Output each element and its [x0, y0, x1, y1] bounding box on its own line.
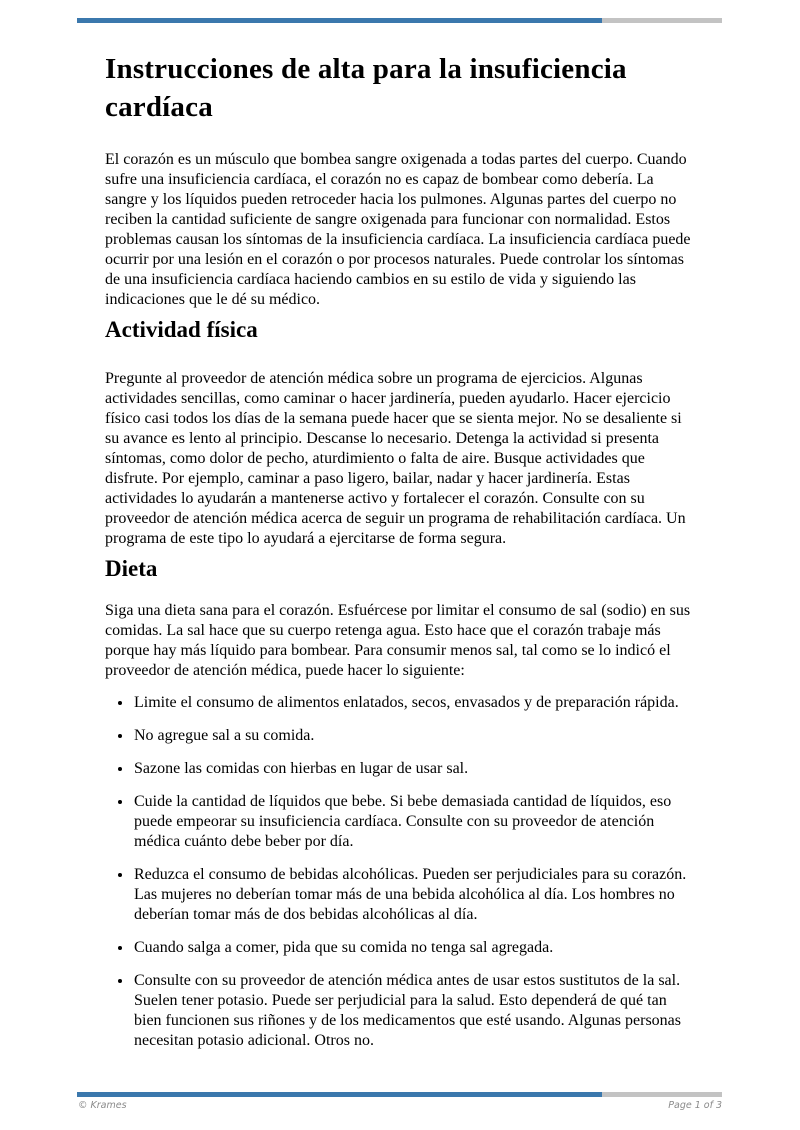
- footer-accent-bar: [77, 1092, 722, 1097]
- page-title: Instrucciones de alta para la insuficiencia cardíaca: [105, 53, 627, 123]
- intro-paragraph: El corazón es un músculo que bombea sangre oxigenada a todas partes del cuerpo. Cuando sufre una insuficiencia cardíaca, el corazón no es capaz de bombear como debería. La sangre y los líquidos pueden retroceder hacia los pulmones. Algunas partes del cuerpo no reciben la cantidad suficiente de sangre oxigenada para funcionar con normalidad. Estos problemas causan los síntomas de la insuficiencia cardíaca. La insuficiencia cardíaca puede ocurrir por una lesión en el corazón o por procesos naturales. Puede controlar los síntomas de una insuficiencia cardíaca haciendo cambios en su estilo de vida y siguiendo las indicaciones que le dé su médico.: [105, 151, 691, 308]
- diet-tips-list: [105, 693, 693, 1051]
- list-item: • No agregue sal a su comida.: [133, 726, 693, 746]
- header-accent-bar-blue-segment: [77, 18, 602, 23]
- page-number: Page 1 of 3: [668, 1100, 722, 1111]
- footer-accent-bar-blue-segment: [77, 1092, 602, 1097]
- dieta-paragraph: Siga una dieta sana para el corazón. Esfuércese por limitar el consumo de sal (sodio) en sus comidas. La sal hace que su cuerpo retenga agua. Esto hace que el corazón trabaje más porque hay más líquido para bombear. Para consumir menos sal, tal como se lo indicó el proveedor de atención médica, puede hacer lo siguiente:: [105, 602, 691, 679]
- section-heading-dieta: Dieta: [105, 556, 158, 581]
- header-accent-bar-gray-segment: [602, 18, 722, 23]
- header-accent-bar: [77, 18, 722, 23]
- list-item: • Cuide la cantidad de líquidos que bebe. Si bebe demasiada cantidad de líquidos, eso puede empeorar su insuficiencia cardíaca. Consulte con su proveedor de atención médica cuánto debe beber por día.: [133, 792, 693, 852]
- list-item: • Reduzca el consumo de bebidas alcohólicas. Pueden ser perjudiciales para su corazón. Las mujeres no deberían tomar más de una bebida alcohólica al día. Los hombres no deberían tomar más de dos bebidas alcohólicas al día.: [133, 865, 693, 925]
- document-body: [105, 40, 693, 1064]
- page-footer: [78, 1100, 722, 1111]
- list-item: • Sazone las comidas con hierbas en lugar de usar sal.: [133, 759, 693, 779]
- list-item: • Cuando salga a comer, pida que su comida no tenga sal agregada.: [133, 938, 693, 958]
- copyright-text: © Krames: [78, 1100, 127, 1111]
- section-actividad-fisica: [105, 315, 693, 549]
- section-heading-actividad-fisica: Actividad física: [105, 317, 258, 342]
- list-item: • Limite el consumo de alimentos enlatados, secos, envasados y de preparación rápida.: [133, 693, 693, 713]
- actividad-fisica-paragraph: Pregunte al proveedor de atención médica sobre un programa de ejercicios. Algunas actividades sencillas, como caminar o hacer jardinería, pueden ayudarlo. Hacer ejercicio físico casi todos los días de la semana puede hacer que se sienta mejor. No se desaliente si su avance es lento al principio. Descanse lo necesario. Detenga la actividad si presenta síntomas, como dolor de pecho, aturdimiento o falta de aire. Busque actividades que disfrute. Por ejemplo, caminar a paso ligero, bailar, nadar y hacer jardinería. Estas actividades lo ayudarán a mantenerse activo y fortalecer el corazón. Consulte con su proveedor de atención médica acerca de seguir un programa de rehabilitación cardíaca. Un programa de este tipo lo ayudará a ejercitarse de forma segura.: [105, 370, 686, 547]
- list-item: • Consulte con su proveedor de atención médica antes de usar estos sustitutos de la sal. Suelen tener potasio. Puede ser perjudicial para la salud. Esto dependerá de qué tan bien funcionen sus riñones y de los medicamentos que esté usando. Algunas personas necesitan potasio adicional. Otros no.: [133, 971, 693, 1051]
- section-dieta: [105, 554, 693, 1051]
- footer-accent-bar-gray-segment: [602, 1092, 722, 1097]
